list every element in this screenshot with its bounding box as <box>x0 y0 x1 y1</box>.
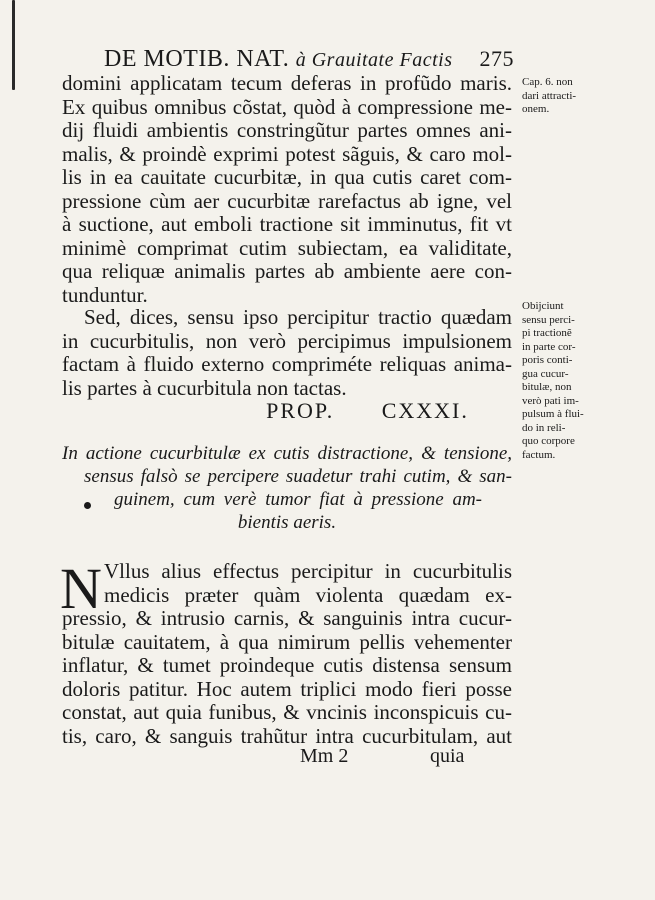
margin-note-line: Cap. 6. non <box>522 76 573 88</box>
margin-note-2 <box>522 300 586 462</box>
text-line: medicis præter quàm violenta quædam ex- <box>104 583 512 607</box>
text-line: doloris patitur. Hoc autem triplici modo fieri posse <box>62 677 512 701</box>
margin-note-line: dari attracti- <box>522 89 577 102</box>
proposition-summary <box>62 442 512 534</box>
margin-note-line: gua cucur- <box>522 367 569 380</box>
printer-mark <box>84 502 91 509</box>
margin-note-line: Obijciunt <box>522 300 564 312</box>
catchword: quia <box>430 745 465 767</box>
text-line: Ex quibus omnibus cõstat, quòd à compressione me- <box>62 95 512 119</box>
paragraph-1 <box>62 72 512 307</box>
text-line: pressione cùm aer cucurbitæ rarefactus ab igne, vel <box>62 189 512 213</box>
text-line: dij fluidi ambientis constringũtur partes omnes ani- <box>62 119 512 142</box>
text-line: à suctione, aut emboli tractione sit imminutus, fit vt <box>62 213 512 236</box>
margin-note-line: pi tractionẽ <box>522 327 572 339</box>
drop-capital: N <box>60 556 102 621</box>
proposition-number: CXXXI. <box>381 398 469 423</box>
text-line: minimè comprimat cutim subiectam, ea validitate, <box>62 236 512 260</box>
signature-mark: Mm 2 <box>300 745 349 767</box>
text-line: tunduntur. <box>62 283 148 307</box>
text-line: Vllus alius effectus percipitur in cucurbitulis <box>104 560 512 583</box>
margin-note-line: quo corpore <box>522 435 575 447</box>
margin-note-1 <box>522 76 586 117</box>
margin-note-line: verò pati im- <box>522 394 579 407</box>
page-edge-shadow <box>12 0 15 90</box>
margin-note-line: do in reli- <box>522 421 566 434</box>
margin-note-line: pulsum à flui- <box>522 408 584 420</box>
summary-line: bientis aeris. <box>237 512 337 533</box>
paragraph-2 <box>62 306 512 400</box>
text-line: constat, aut quia funibus, & vncinis inconspicuis cu- <box>62 701 512 724</box>
text-line: in cucurbitulis, non verò percipimus impulsionem <box>62 329 512 353</box>
text-line: lis in ea cauitate cucurbitæ, in qua cutis caret com- <box>62 166 512 189</box>
text-line: tis, caro, & sanguis trahũtur intra cucurbitulam, aut <box>62 724 512 748</box>
margin-note-line: factum. <box>522 448 556 461</box>
running-header <box>104 45 514 73</box>
text-line: Sed, dices, sensu ipso percipitur tractio quædam <box>84 306 512 329</box>
margin-note-line: bitulæ, non <box>522 381 572 393</box>
margin-note-line: in parte cor- <box>522 340 576 353</box>
text-line: domini applicatam tecum deferas in profũdo maris. <box>62 72 512 95</box>
summary-line: sensus falsò se percipere suadetur trahi cutim, & san- <box>84 466 512 487</box>
margin-note-line: sensu perci- <box>522 313 575 326</box>
main-paragraph <box>60 556 512 748</box>
page-number: 275 <box>479 46 514 71</box>
text-line: bitulæ cauitatem, à qua nimirum pellis vehementer <box>62 630 512 654</box>
text-line: malis, & proindè exprimi potest sãguis, & caro mol- <box>62 142 512 166</box>
text-line: inflatur, & tumet proindeque cutis distensa sensum <box>62 654 512 677</box>
margin-note-line: poris conti- <box>522 354 573 366</box>
text-line: factam à fluido externo compriméte reliquas anima- <box>62 353 512 376</box>
margin-note-line: onem. <box>522 103 550 115</box>
proposition-label: PROP. <box>266 398 335 423</box>
summary-line: guinem, cum verè tumor fiat à pressione am- <box>114 489 482 510</box>
text-line: pressio, & intrusio carnis, & sanguinis intra cucur- <box>62 607 512 630</box>
text-line: lis partes à cucurbitula non tactas. <box>62 376 347 400</box>
text-line: qua reliquæ animalis partes ab ambiente aere con- <box>62 260 512 283</box>
running-head-title: DE MOTIB. NAT. <box>104 46 290 72</box>
summary-line: In actione cucurbitulæ ex cutis distractione, & tensione, <box>62 443 512 464</box>
running-head-subtitle: à Grauitate Factis <box>295 49 453 71</box>
